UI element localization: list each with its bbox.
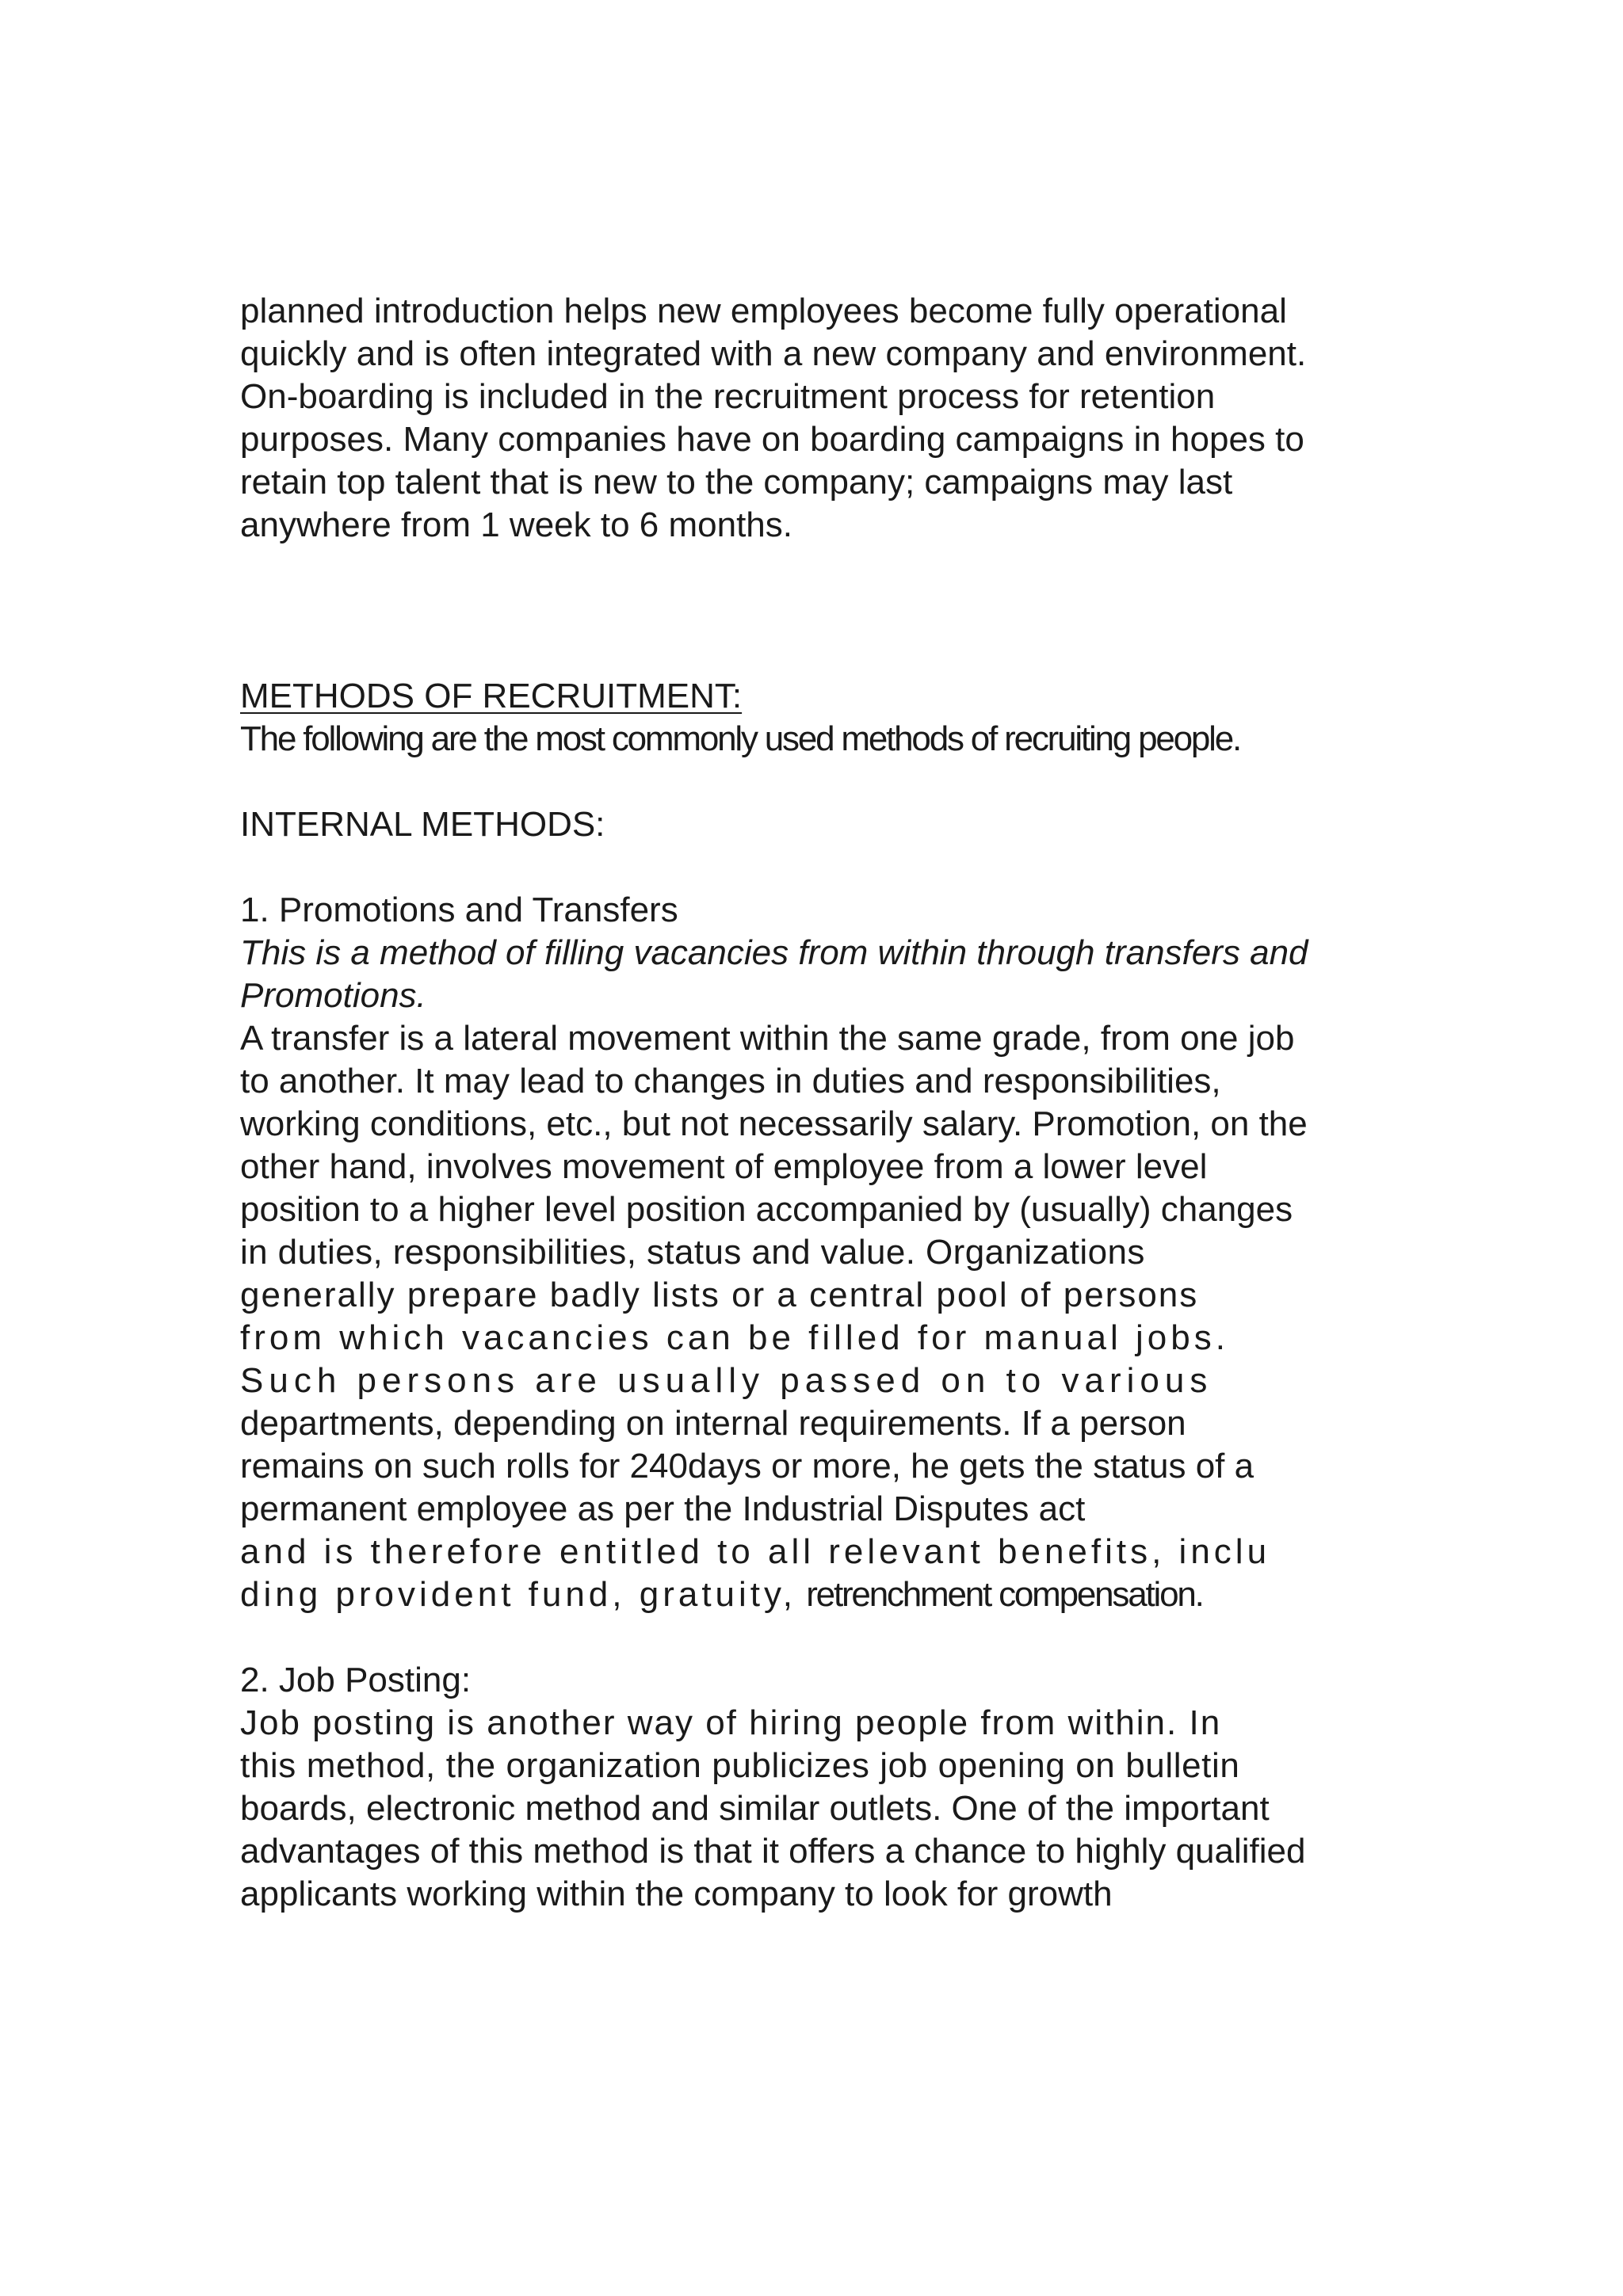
paragraph-line: other hand, involves movement of employee from a lower level (240, 1147, 1208, 1186)
paragraph-line: remains on such rolls for 240days or more, he gets the status of a (240, 1447, 1254, 1486)
paragraph-line: and is therefore entitled to all relevant benefits, inclu (240, 1532, 1271, 1571)
paragraph-line: retain top talent that is new to the company; campaigns may last (240, 463, 1233, 502)
spacer (240, 761, 1397, 803)
paragraph-line: boards, electronic method and similar outlets. One of the important (240, 1789, 1270, 1828)
paragraph-line: to another. It may lead to changes in duties and responsibilities, (240, 1062, 1221, 1100)
paragraph-line: this method, the organization publicizes job opening on bulletin (240, 1746, 1240, 1785)
paragraph-line: generally prepare badly lists or a central pool of persons (240, 1276, 1199, 1314)
paragraph-line: in duties, responsibilities, status and value. Organizations (240, 1233, 1145, 1272)
paragraph-line: On-boarding is included in the recruitment process for retention (240, 377, 1216, 416)
methods-subheading: The following are the most commonly used methods of recruiting people. (240, 719, 1241, 758)
paragraph-line: A transfer is a lateral movement within the same grade, from one job (240, 1019, 1295, 1058)
paragraph-line: Job posting is another way of hiring people from within. In (240, 1703, 1222, 1742)
paragraph-line: advantages of this method is that it offers a chance to highly qualified (240, 1832, 1306, 1871)
paragraph-line: quickly and is often integrated with a new company and environment. (240, 334, 1307, 373)
paragraph-line: from which vacancies can be filled for manual jobs. (240, 1318, 1229, 1357)
section-title: 1. Promotions and Transfers (240, 891, 678, 929)
section-job-posting (240, 1659, 1397, 1916)
spacer (240, 846, 1397, 889)
methods-heading: METHODS OF RECRUITMENT: (240, 677, 743, 715)
paragraph-line: working conditions, etc., but not necessarily salary. Promotion, on the (240, 1104, 1308, 1143)
section-title: 2. Job Posting: (240, 1661, 472, 1699)
paragraph-line: applicants working within the company to look for growth (240, 1875, 1113, 1913)
paragraph-line: purposes. Many companies have on boarding campaigns in hopes to (240, 420, 1304, 459)
paragraph-line: permanent employee as per the Industrial Disputes act (240, 1489, 1086, 1528)
paragraph-line: planned introduction helps new employees become fully operational (240, 292, 1287, 330)
paragraph-line: position to a higher level position accompanied by (usually) changes (240, 1190, 1293, 1229)
section-promotions-transfers (240, 889, 1397, 1616)
paragraph-line: departments, depending on internal requirements. If a person (240, 1404, 1186, 1443)
spaced-text: ding provident fund, gratuity, (240, 1575, 796, 1614)
section-italic-line: This is a method of filling vacancies from within through transfers and (240, 933, 1308, 972)
paragraph-line: anywhere from 1 week to 6 months. (240, 505, 792, 544)
intro-paragraph (240, 290, 1397, 547)
paragraph-line: Such persons are usually passed on to various (240, 1361, 1213, 1400)
spacer (240, 1616, 1397, 1659)
section-italic-line: Promotions. (240, 976, 426, 1015)
paragraph-line (240, 1573, 1397, 1616)
internal-methods-heading: INTERNAL METHODS: (240, 805, 605, 844)
document-page (240, 290, 1397, 1916)
condensed-text: retrenchment compensation. (806, 1575, 1203, 1614)
spacer (240, 547, 1397, 675)
